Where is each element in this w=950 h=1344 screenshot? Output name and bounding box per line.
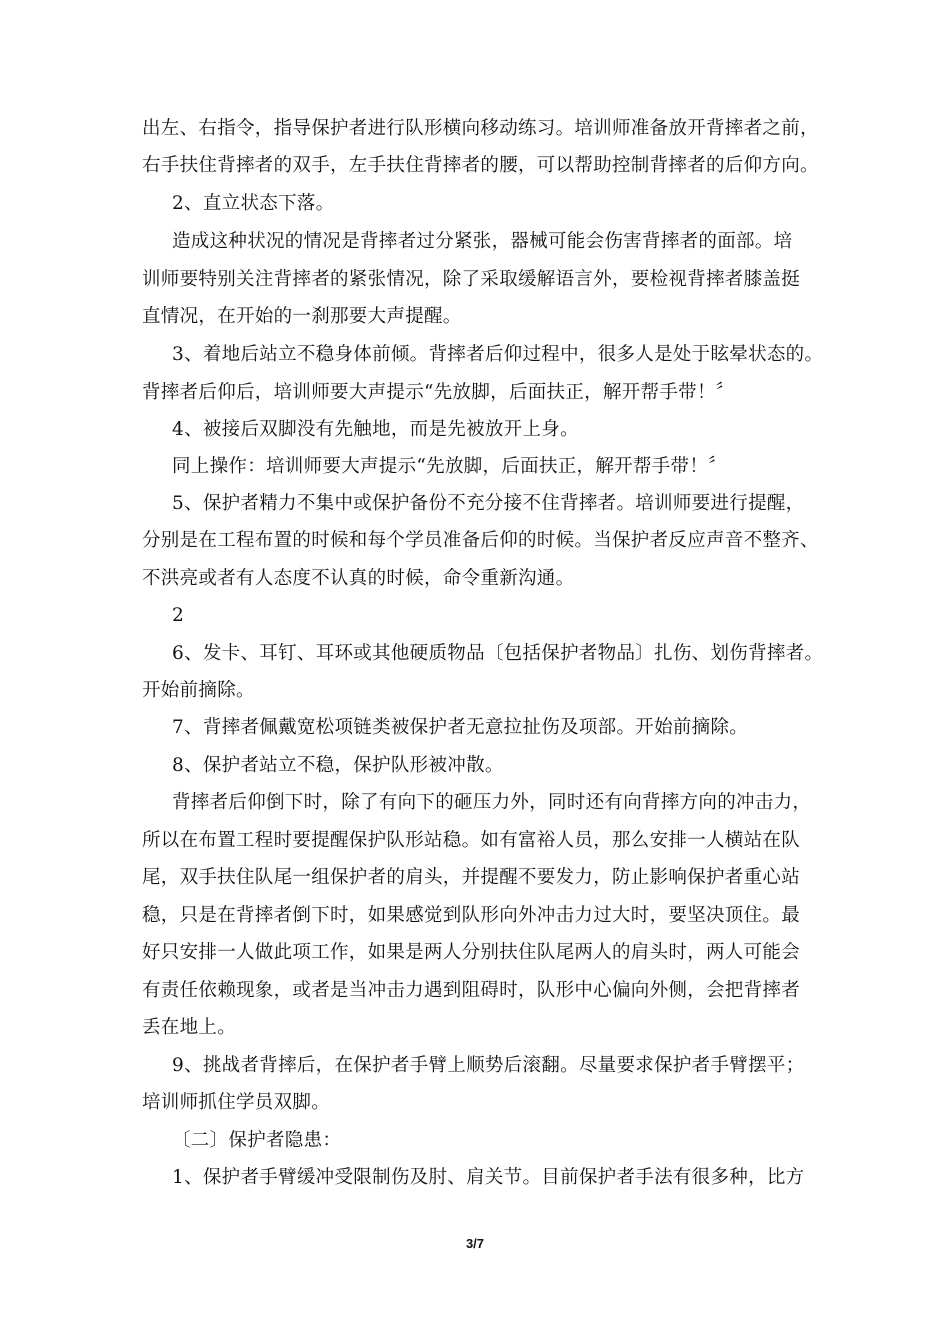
text-line: 分别是在工程布置的时候和每个学员准备后仰的时候。当保护者反应声音不整齐、	[142, 530, 819, 551]
text-line: 训师要特别关注背摔者的紧张情况，除了采取缓解语言外，要检视背摔者膝盖挺	[142, 269, 801, 290]
text-line: 出左、右指令，指导保护者进行队形横向移动练习。培训师准备放开背摔者之前，	[142, 118, 819, 139]
text-line: 所以在布置工程时要提醒保护队形站稳。如有富裕人员，那么安排一人横站在队	[142, 830, 801, 851]
text-line: 2、直立状态下落。	[172, 193, 335, 214]
text-line: 5、保护者精力不集中或保护备份不充分接不住背摔者。培训师要进行提醒，	[172, 493, 805, 514]
text-line: 背摔者后仰后，培训师要大声提示“先放脚，后面扶正，解开帮手带！〞	[142, 382, 735, 403]
text-line: 7、背摔者佩戴宽松项链类被保护者无意拉扯伤及项部。开始前摘除。	[172, 717, 749, 738]
text-line: 〔二〕保护者隐患：	[172, 1130, 342, 1151]
text-line: 6、发卡、耳钉、耳环或其他硬质物品〔包括保护者物品〕扎伤、划伤背摔者。	[172, 643, 824, 664]
text-line: 9、挑战者背摔后，在保护者手臂上顺势后滚翻。尽量要求保护者手臂摆平；	[172, 1055, 805, 1076]
text-line: 好只安排一人做此项工作，如果是两人分别扶住队尾两人的肩头时，两人可能会	[142, 942, 801, 963]
text-line: 造成这种状况的情况是背摔者过分紧张，器械可能会伤害背摔者的面部。培	[172, 231, 793, 252]
text-line: 背摔者后仰倒下时，除了有向下的砸压力外，同时还有向背摔方向的冲击力，	[172, 792, 812, 813]
text-line: 有责任依赖现象，或者是当冲击力遇到阻碍时，队形中心偏向外侧，会把背摔者	[142, 980, 801, 1001]
text-line: 培训师抓住学员双脚。	[142, 1092, 331, 1113]
text-line: 直情况，在开始的一刹那要大声提醒。	[142, 306, 462, 327]
text-line: 1、保护者手臂缓冲受限制伤及肘、肩关节。目前保护者手法有很多种，比方	[172, 1167, 805, 1188]
page-number: 3/7	[465, 1236, 485, 1251]
text-line: 稳，只是在背摔者倒下时，如果感觉到队形向外冲击力过大时，要坚决顶住。最	[142, 905, 801, 926]
text-line: 8、保护者站立不稳，保护队形被冲散。	[172, 755, 504, 776]
text-line: 不洪亮或者有人态度不认真的时候，命令重新沟通。	[142, 568, 575, 589]
text-line: 开始前摘除。	[142, 680, 255, 701]
text-line: 丢在地上。	[142, 1017, 237, 1038]
text-line: 同上操作：培训师要大声提示“先放脚，后面扶正，解开帮手带！〞	[172, 456, 727, 477]
text-line: 4、被接后双脚没有先触地，而是先被放开上身。	[172, 419, 579, 440]
text-line: 尾，双手扶住队尾一组保护者的肩头，并提醒不要发力，防止影响保护者重心站	[142, 867, 801, 888]
text-line: 3、着地后站立不稳身体前倾。背摔者后仰过程中，很多人是处于眩晕状态的。	[172, 344, 824, 365]
text-line: 右手扶住背摔者的双手，左手扶住背摔者的腰，可以帮助控制背摔者的后仰方向。	[142, 155, 819, 176]
text-line: 2	[172, 605, 185, 626]
